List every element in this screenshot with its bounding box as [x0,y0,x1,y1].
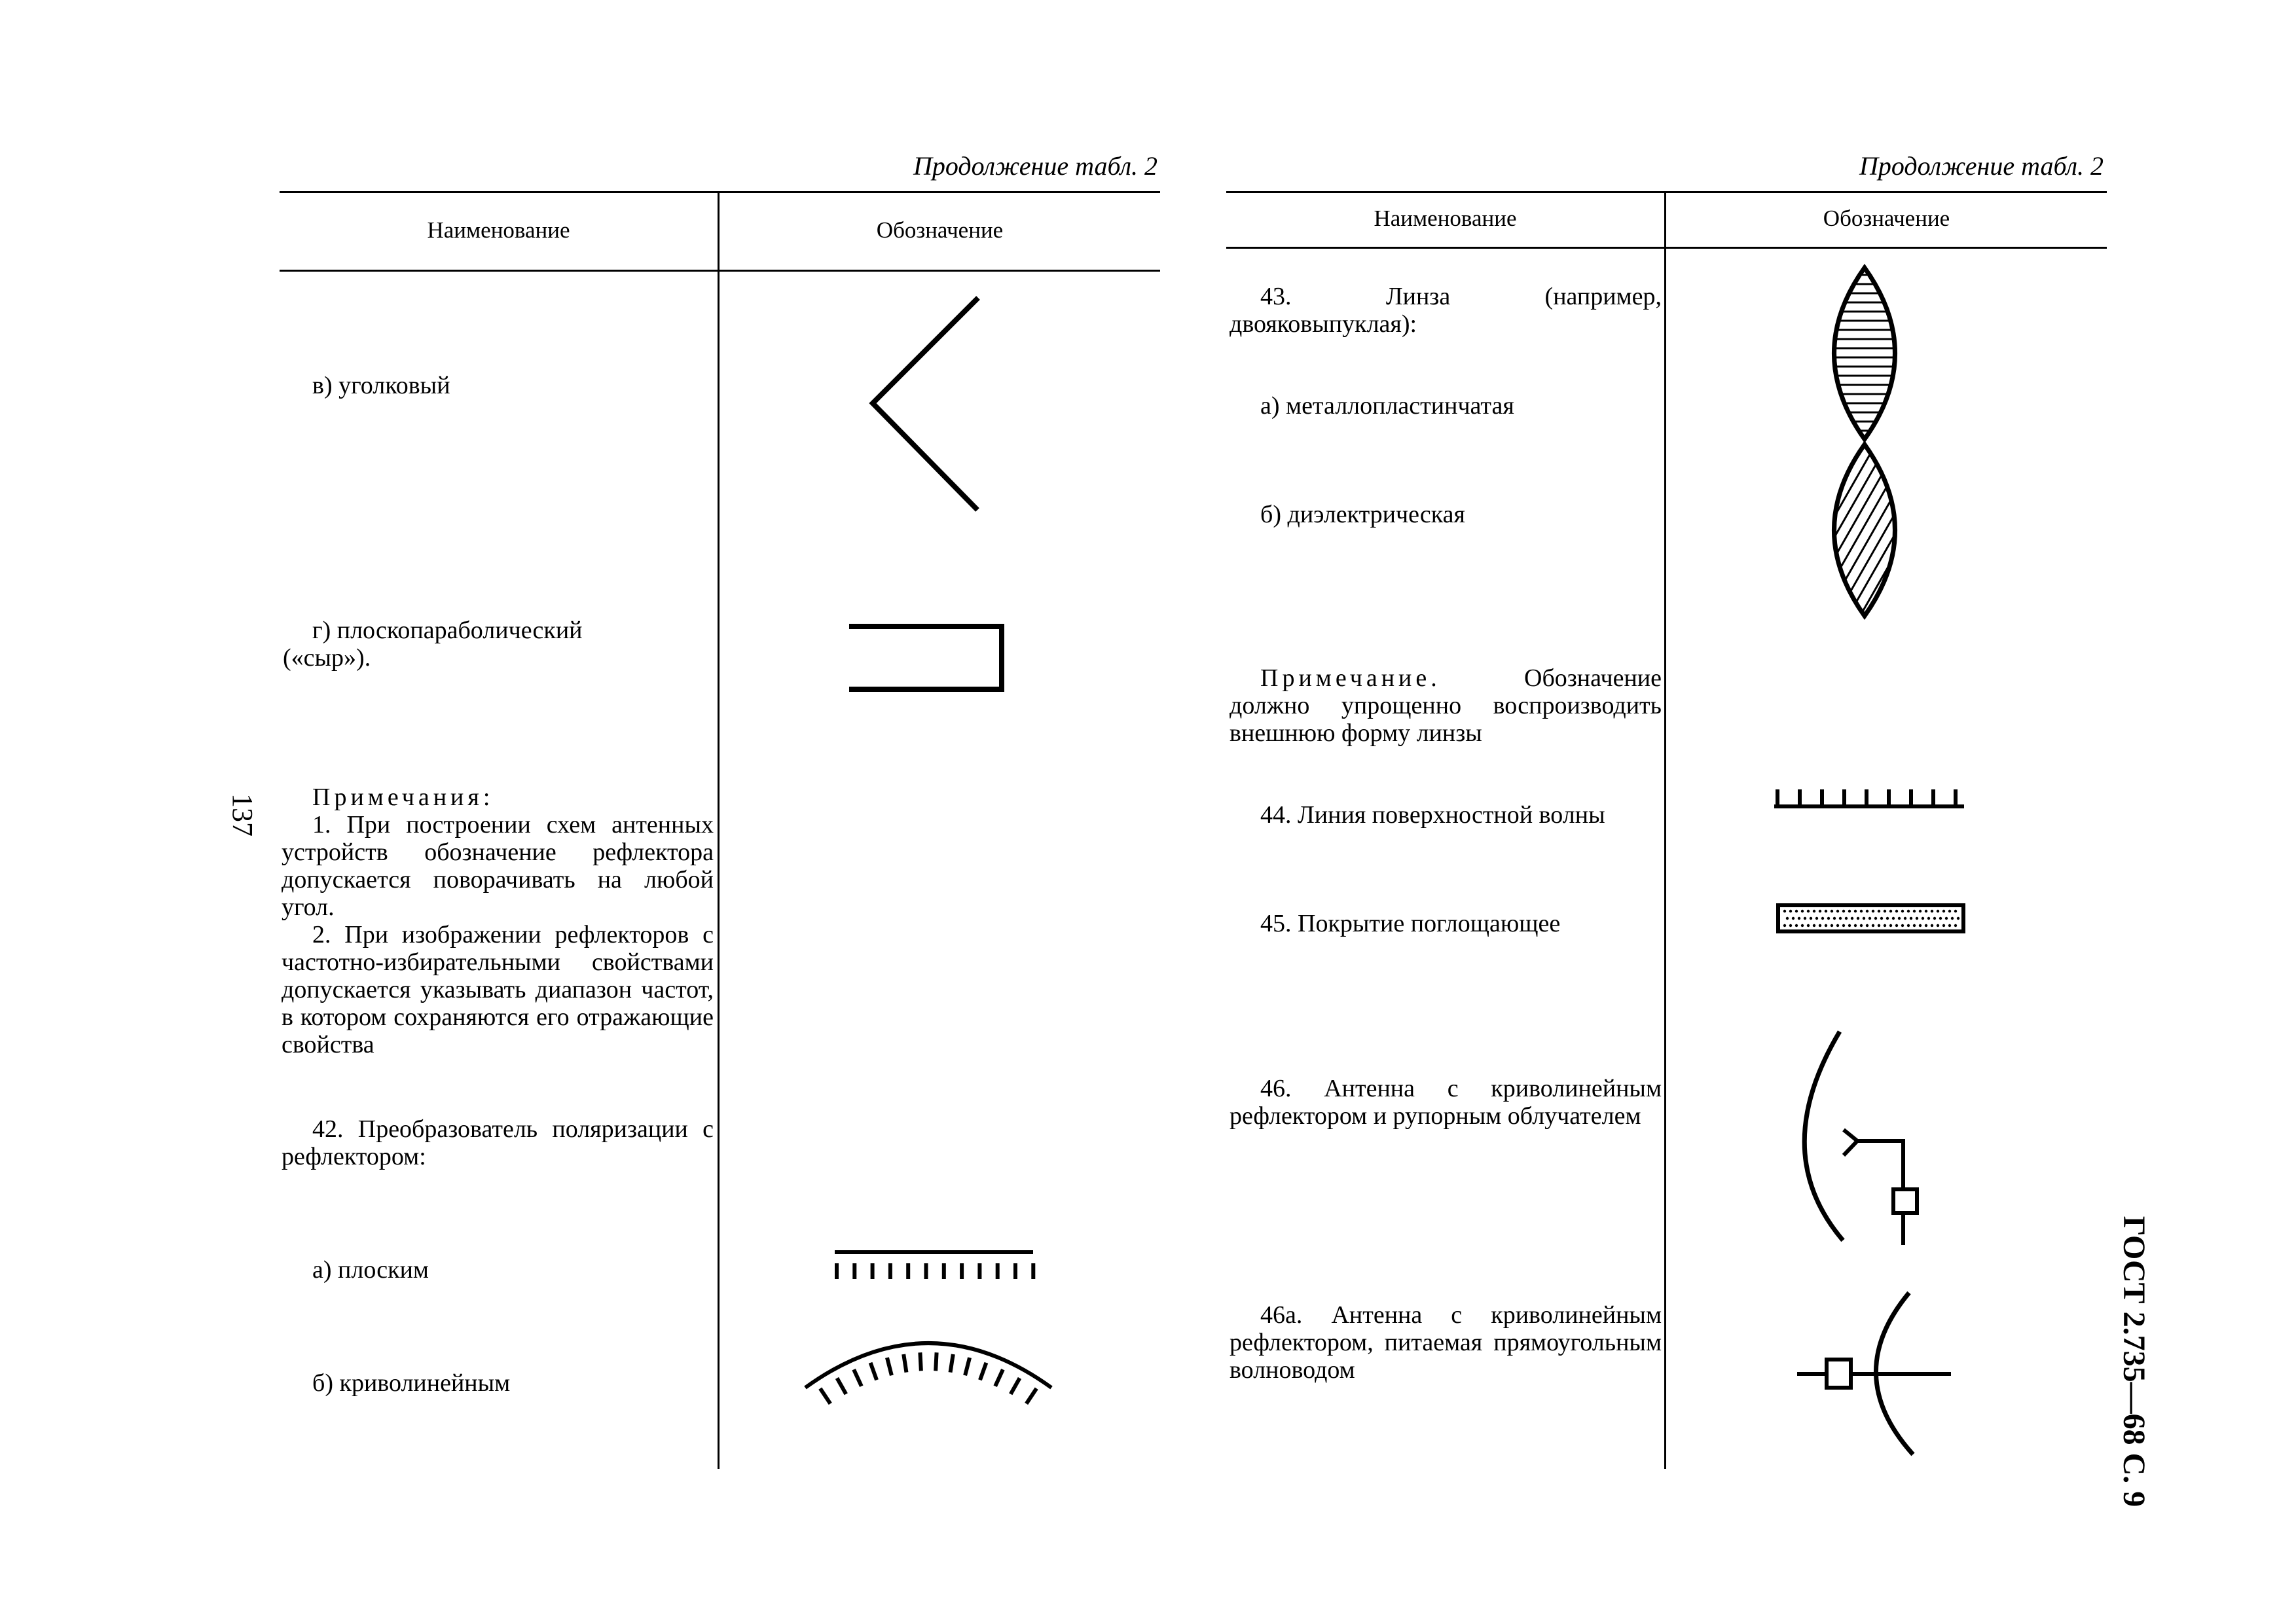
row-43-lens-label: 43. Линза (например, двояковыпуклая): [1230,283,1662,338]
row-45-absorbing-coating-label: 45. Покрытие поглощающее [1260,910,1561,937]
row-44-surface-wave-label: 44. Линия поверхностной волны [1260,801,1605,829]
surface-wave-line-symbol [1768,779,1977,825]
corner-reflector-symbol [851,288,1008,524]
right-header-symbol: Обозначение [1823,206,1950,231]
antenna-horn-feed-symbol [1781,1015,1964,1257]
row-v-corner-label: в) уголковый [312,372,450,399]
notes-title: Примечания: [312,784,494,811]
lens-note [1230,664,1662,747]
note-1: 1. При построении схем антенных устройств обозначение рефлектора допускается поворачивать на любой угол. [282,811,714,921]
right-header-name: Наименование [1374,206,1517,231]
left-table-top-rule [280,191,1160,193]
note-2: 2. При изображении рефлекторов с частотно-избирательными свойствами допускается указывать диапазон частот, в котором сохраняются его отражающие свойства [282,921,714,1058]
absorbing-coating-symbol [1768,897,1977,943]
right-table-header-rule [1226,247,2107,249]
right-table-column-divider [1664,191,1666,1469]
row-42-label: 42. Преобразователь поляризации с рефлектором: [282,1115,714,1170]
cheese-reflector-symbol [845,615,1015,700]
flat-reflector-polarizer-symbol [825,1244,1041,1289]
side-standard-label: ГОСТ 2.735—68 С. 9 [2117,1216,2151,1507]
row-42a-flat-label: а) плоским [312,1256,429,1284]
side-page-number: 137 [227,793,259,837]
metal-plate-lens-symbol [1820,262,1925,445]
left-header-symbol: Обозначение [876,217,1004,243]
row-46a-antenna-waveguide-label: 46а. Антенна с криволинейным рефлектором, питаемая прямоугольным волноводом [1230,1301,1662,1384]
left-table-header-rule [280,270,1160,272]
curved-reflector-polarizer-symbol [799,1329,1067,1460]
row-g-flat-parabolic-label: г) плоскопараболический («сыр»). [283,617,583,672]
left-table-column-divider [718,191,720,1469]
left-continuation-caption: Продолжение табл. 2 [913,151,1158,181]
antenna-waveguide-feed-symbol [1787,1283,1971,1473]
row-46-antenna-horn-label: 46. Антенна с криволинейным рефлектором и рупорным облучателем [1230,1075,1662,1130]
right-table-top-rule [1226,191,2107,193]
lens-note-text: Обозначение должно упрощенно воспроизводить внешнюю форму линзы [1230,664,1662,747]
dielectric-lens-symbol [1820,439,1925,622]
left-header-name: Наименование [427,217,570,243]
row-43b-dielectric-label: б) диэлектрическая [1260,501,1465,528]
row-42b-curved-label: б) криволинейным [312,1369,511,1397]
lens-note-label: Примечание. [1260,664,1441,692]
right-continuation-caption: Продолжение табл. 2 [1859,151,2104,181]
row-43a-metal-plate-label: а) металлопластинчатая [1260,392,1514,420]
